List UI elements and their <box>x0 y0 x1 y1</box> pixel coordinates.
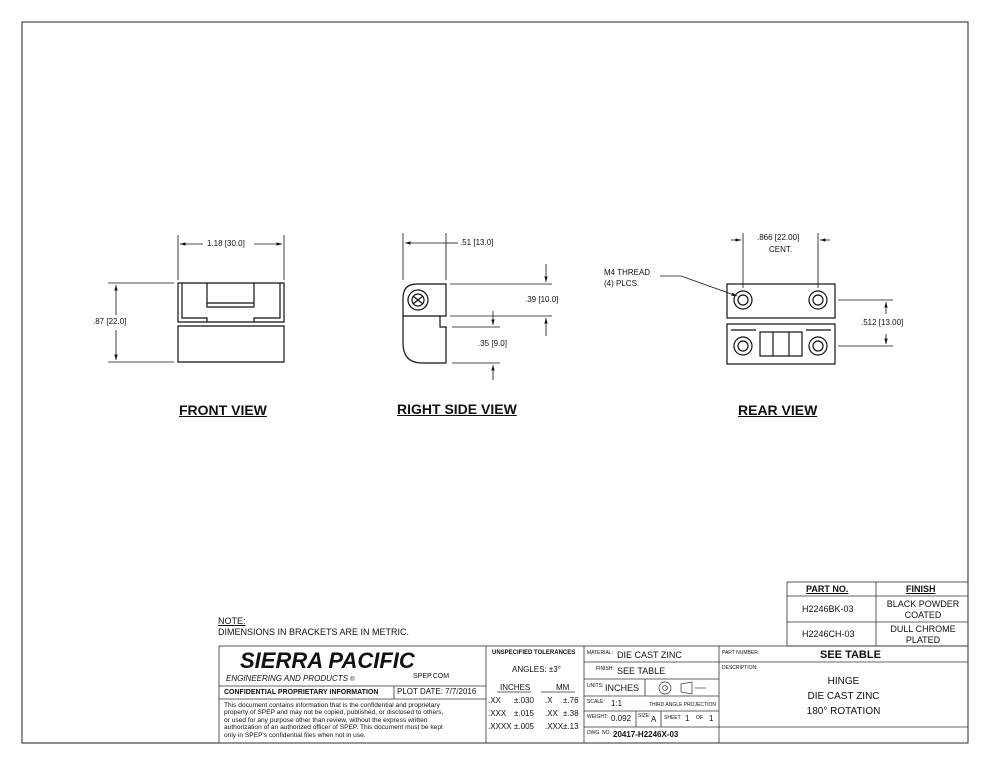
description-line1: HINGE <box>827 676 860 687</box>
right-side-view-geometry <box>403 284 446 363</box>
part-number-label: PART NUMBER: <box>722 650 760 656</box>
dwg-no-label: DWG. NO. <box>587 730 611 736</box>
parts-row-finish: COATED <box>904 610 942 620</box>
sheet-value: 1 <box>685 714 690 723</box>
dwg-no-value: 20417-H2246X-03 <box>613 730 679 739</box>
units-label: UNITS: <box>587 683 604 689</box>
units-value: INCHES <box>605 683 640 693</box>
size-label: SIZE: <box>638 713 651 719</box>
front-height-dim: .87 [22.0] <box>93 317 127 326</box>
material-label: MATERIAL: <box>587 650 614 656</box>
description-line3: 180° ROTATION <box>806 706 881 717</box>
description-label: DESCRIPTION: <box>722 665 758 671</box>
company-website: SPEP.COM <box>413 673 450 680</box>
description-line2: DIE CAST ZINC <box>807 691 880 702</box>
size-value: A <box>651 715 657 724</box>
part-number-value: SEE TABLE <box>820 649 881 661</box>
thread-note-line1: M4 THREAD <box>604 268 651 277</box>
parts-header-finish: FINISH <box>906 584 936 594</box>
third-angle-projection-icon <box>659 682 706 694</box>
side-lower-dim: .35 [9.0] <box>478 339 507 348</box>
front-width-dim: 1.18 [30.0] <box>207 239 245 248</box>
confidential-text: This document contains information that is the confidential and proprietary property of SPEP and may not be copied, published, or disclosed to others, or used for any purpose other than review, without the express written authorization of an authorized officer of SPEP. This document must be kept only in SPEP's confidential files when not in use. <box>224 702 444 739</box>
confidential-label: CONFIDENTIAL PROPRIETARY INFORMATION <box>224 689 379 696</box>
projection-label: THIRD ANGLE PROJECTION <box>649 702 716 708</box>
finish-value: SEE TABLE <box>617 666 666 676</box>
parts-row-finish: DULL CHROME <box>890 624 956 634</box>
thread-note-line2: (4) PLCS. <box>604 279 640 288</box>
finish-label: FINISH: <box>596 666 614 672</box>
rear-height-dim: .512 [13.00] <box>861 318 904 327</box>
tolerance-table: .XX ±.030 .X ±.76 .XXX ±.015 .XX ±.38 .XXXX ±.005 .XXX ±.13 <box>488 696 579 731</box>
tolerance-angles: ANGLES: ±3° <box>512 665 561 674</box>
note-text: DIMENSIONS IN BRACKETS ARE IN METRIC. <box>218 627 410 637</box>
rear-view-geometry <box>727 284 835 364</box>
parts-row-finish: BLACK POWDER <box>886 599 960 609</box>
sheet-of-label: OF <box>696 715 703 721</box>
material-value: DIE CAST ZINC <box>617 650 682 660</box>
front-view-geometry <box>178 283 284 362</box>
parts-row-part: H2246CH-03 <box>802 629 855 639</box>
parts-row-finish: PLATED <box>905 635 941 645</box>
parts-row-part: H2246BK-03 <box>802 604 854 614</box>
tolerances-title: UNSPECIFIED TOLERANCES <box>492 650 576 656</box>
front-view-title: FRONT VIEW <box>179 402 267 418</box>
sheet-total: 1 <box>709 714 714 723</box>
rear-center-dim: .866 [22.00] <box>757 233 800 242</box>
company-sub: ENGINEERING AND PRODUCTS ® <box>226 674 355 683</box>
parts-header-part: PART NO. <box>806 584 849 594</box>
side-upper-dim: .39 [10.0] <box>525 295 559 304</box>
plot-date: PLOT DATE: 7/7/2016 <box>397 687 477 696</box>
weight-value: 0.092 <box>611 714 632 723</box>
sheet-label: SHEET <box>664 715 681 721</box>
company-name: SIERRA PACIFIC <box>240 648 415 673</box>
tolerance-mm-header: MM <box>556 683 570 692</box>
weight-label: WEIGHT: <box>587 714 608 720</box>
scale-value: 1:1 <box>611 699 623 708</box>
front-dimensions <box>108 235 284 362</box>
rear-view-title: REAR VIEW <box>738 402 818 418</box>
scale-label: SCALE: <box>587 699 605 705</box>
note-label: NOTE: <box>218 616 246 626</box>
tolerance-inches-header: INCHES <box>500 683 531 692</box>
rear-center-note: CENT. <box>769 245 793 254</box>
side-width-dim: .51 [13.0] <box>460 238 494 247</box>
right-side-view-title: RIGHT SIDE VIEW <box>397 401 517 417</box>
